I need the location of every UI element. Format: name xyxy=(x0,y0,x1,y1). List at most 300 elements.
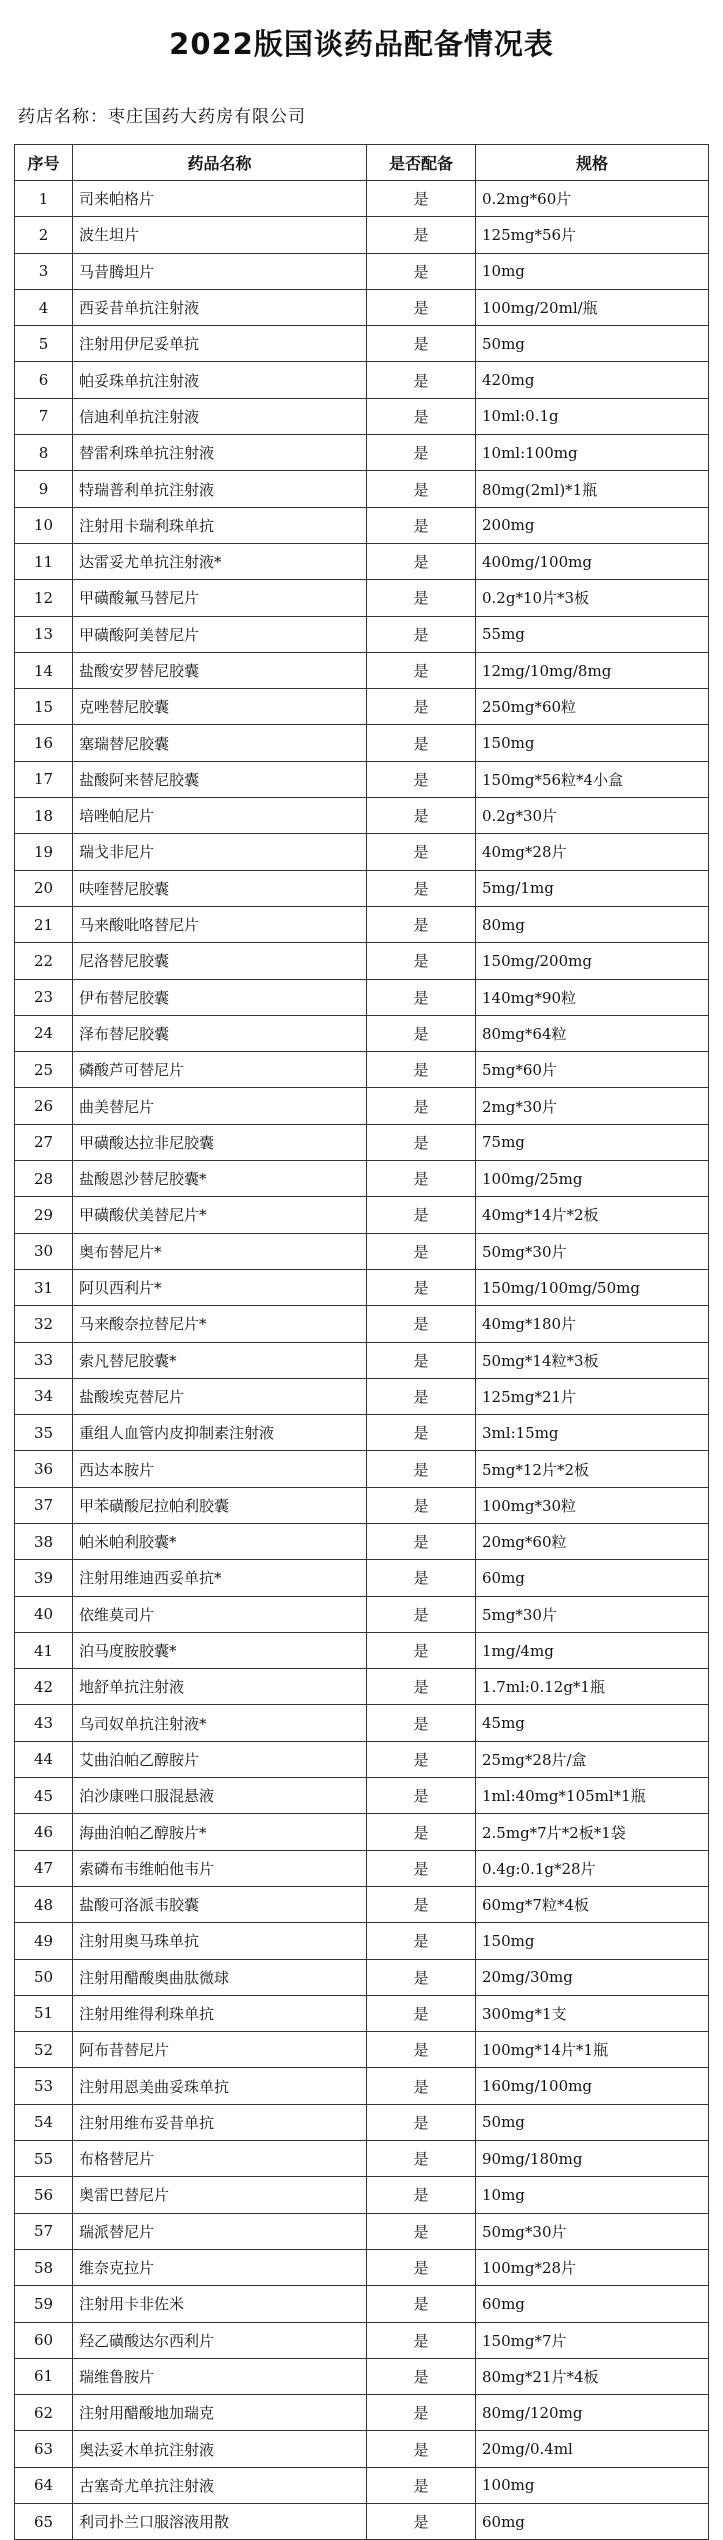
drug-spec: 100mg*30粒 xyxy=(476,1487,709,1523)
table-row xyxy=(15,1560,709,1596)
drug-name: 司来帕格片 xyxy=(73,181,367,217)
row-number: 11 xyxy=(15,543,73,579)
drug-spec: 20mg*60粒 xyxy=(476,1523,709,1559)
table-row xyxy=(15,398,709,434)
table-row xyxy=(15,2395,709,2431)
drug-name: 泊沙康唑口服混悬液 xyxy=(73,1778,367,1814)
row-number: 29 xyxy=(15,1197,73,1233)
row-number: 20 xyxy=(15,870,73,906)
table-row xyxy=(15,1342,709,1378)
drug-name: 阿贝西利片* xyxy=(73,1269,367,1305)
configured-status: 是 xyxy=(367,253,476,289)
drug-name: 塞瑞替尼胶囊 xyxy=(73,725,367,761)
row-number: 31 xyxy=(15,1269,73,1305)
drug-spec: 3ml:15mg xyxy=(476,1415,709,1451)
row-number: 46 xyxy=(15,1814,73,1850)
row-number: 15 xyxy=(15,689,73,725)
configured-status: 是 xyxy=(367,1923,476,1959)
drug-spec: 10ml:0.1g xyxy=(476,398,709,434)
table-row xyxy=(15,616,709,652)
table-row xyxy=(15,2104,709,2140)
drug-name: 索凡替尼胶囊* xyxy=(73,1342,367,1378)
drug-spec: 300mg*1支 xyxy=(476,1995,709,2031)
configured-status: 是 xyxy=(367,1378,476,1414)
drug-name: 甲磺酸氟马替尼片 xyxy=(73,580,367,616)
configured-status: 是 xyxy=(367,289,476,325)
configured-status: 是 xyxy=(367,1088,476,1124)
table-row xyxy=(15,1923,709,1959)
drug-spec: 50mg*30片 xyxy=(476,2213,709,2249)
table-row xyxy=(15,2286,709,2322)
table-row xyxy=(15,1415,709,1451)
configured-status: 是 xyxy=(367,217,476,253)
drug-name: 马来酸奈拉替尼片* xyxy=(73,1306,367,1342)
configured-status: 是 xyxy=(367,2104,476,2140)
drug-name: 注射用维迪西妥单抗* xyxy=(73,1560,367,1596)
drug-spec: 80mg xyxy=(476,906,709,942)
drug-spec: 160mg/100mg xyxy=(476,2068,709,2104)
configured-status: 是 xyxy=(367,435,476,471)
row-number: 14 xyxy=(15,652,73,688)
configured-status: 是 xyxy=(367,1669,476,1705)
table-row xyxy=(15,1814,709,1850)
drug-name: 注射用卡瑞利珠单抗 xyxy=(73,507,367,543)
drug-spec: 150mg xyxy=(476,1923,709,1959)
row-number: 48 xyxy=(15,1886,73,1922)
drug-name: 注射用醋酸奥曲肽微球 xyxy=(73,1959,367,1995)
configured-status: 是 xyxy=(367,181,476,217)
row-number: 12 xyxy=(15,580,73,616)
drug-spec: 140mg*90粒 xyxy=(476,979,709,1015)
drug-name: 甲磺酸阿美替尼片 xyxy=(73,616,367,652)
table-row xyxy=(15,652,709,688)
table-row xyxy=(15,507,709,543)
row-number: 35 xyxy=(15,1415,73,1451)
configured-status: 是 xyxy=(367,2504,476,2540)
table-row xyxy=(15,580,709,616)
drug-spec: 150mg*56粒*4小盒 xyxy=(476,761,709,797)
row-number: 41 xyxy=(15,1632,73,1668)
table-row xyxy=(15,289,709,325)
table-row xyxy=(15,1197,709,1233)
drug-name: 地舒单抗注射液 xyxy=(73,1669,367,1705)
drug-spec: 50mg xyxy=(476,2104,709,2140)
table-row xyxy=(15,2141,709,2177)
row-number: 5 xyxy=(15,326,73,362)
drug-spec: 100mg/20ml/瓶 xyxy=(476,289,709,325)
configured-status: 是 xyxy=(367,1233,476,1269)
drug-spec: 60mg xyxy=(476,2504,709,2540)
table-row xyxy=(15,1705,709,1741)
drug-spec: 1ml:40mg*105ml*1瓶 xyxy=(476,1778,709,1814)
row-number: 44 xyxy=(15,1741,73,1777)
table-row xyxy=(15,181,709,217)
configured-status: 是 xyxy=(367,1959,476,1995)
drug-spec: 150mg xyxy=(476,725,709,761)
drug-name: 羟乙磺酸达尔西利片 xyxy=(73,2322,367,2358)
drug-spec: 200mg xyxy=(476,507,709,543)
row-number: 57 xyxy=(15,2213,73,2249)
row-number: 4 xyxy=(15,289,73,325)
table-row xyxy=(15,761,709,797)
drug-name: 特瑞普利单抗注射液 xyxy=(73,471,367,507)
drug-name: 泽布替尼胶囊 xyxy=(73,1015,367,1051)
drug-spec: 60mg xyxy=(476,1560,709,1596)
table-row xyxy=(15,1886,709,1922)
drug-spec: 125mg*56片 xyxy=(476,217,709,253)
drug-name: 布格替尼片 xyxy=(73,2141,367,2177)
drug-spec: 80mg*21片*4板 xyxy=(476,2358,709,2394)
configured-status: 是 xyxy=(367,1814,476,1850)
row-number: 23 xyxy=(15,979,73,1015)
table-row xyxy=(15,2213,709,2249)
row-number: 3 xyxy=(15,253,73,289)
drug-name: 注射用伊尼妥单抗 xyxy=(73,326,367,362)
configured-status: 是 xyxy=(367,2358,476,2394)
row-number: 22 xyxy=(15,943,73,979)
drug-spec: 80mg/120mg xyxy=(476,2395,709,2431)
row-number: 36 xyxy=(15,1451,73,1487)
drug-spec: 420mg xyxy=(476,362,709,398)
table-row xyxy=(15,1995,709,2031)
table-row xyxy=(15,326,709,362)
configured-status: 是 xyxy=(367,870,476,906)
drug-spec: 10mg xyxy=(476,2177,709,2213)
drug-spec: 0.2mg*60片 xyxy=(476,181,709,217)
drug-name: 重组人血管内皮抑制素注射液 xyxy=(73,1415,367,1451)
configured-status: 是 xyxy=(367,943,476,979)
row-number: 25 xyxy=(15,1052,73,1088)
row-number: 33 xyxy=(15,1342,73,1378)
header-name: 药品名称 xyxy=(73,145,367,181)
drug-spec: 10ml:100mg xyxy=(476,435,709,471)
drug-name: 维奈克拉片 xyxy=(73,2249,367,2285)
drug-name: 瑞维鲁胺片 xyxy=(73,2358,367,2394)
configured-status: 是 xyxy=(367,2431,476,2467)
drug-name: 盐酸恩沙替尼胶囊* xyxy=(73,1161,367,1197)
drug-spec: 0.2g*10片*3板 xyxy=(476,580,709,616)
drug-name: 注射用维布妥昔单抗 xyxy=(73,2104,367,2140)
table-row xyxy=(15,1850,709,1886)
table-row xyxy=(15,2032,709,2068)
drug-spec: 0.2g*30片 xyxy=(476,798,709,834)
row-number: 54 xyxy=(15,2104,73,2140)
drug-spec: 400mg/100mg xyxy=(476,543,709,579)
drug-table xyxy=(14,144,709,2540)
row-number: 8 xyxy=(15,435,73,471)
drug-name: 利司扑兰口服溶液用散 xyxy=(73,2504,367,2540)
row-number: 30 xyxy=(15,1233,73,1269)
configured-status: 是 xyxy=(367,2395,476,2431)
row-number: 61 xyxy=(15,2358,73,2394)
row-number: 56 xyxy=(15,2177,73,2213)
configured-status: 是 xyxy=(367,725,476,761)
table-row xyxy=(15,543,709,579)
configured-status: 是 xyxy=(367,398,476,434)
drug-spec: 20mg/0.4ml xyxy=(476,2431,709,2467)
drug-name: 注射用奥马珠单抗 xyxy=(73,1923,367,1959)
table-row xyxy=(15,1632,709,1668)
table-row xyxy=(15,870,709,906)
table-row xyxy=(15,253,709,289)
table-row xyxy=(15,1741,709,1777)
configured-status: 是 xyxy=(367,1052,476,1088)
configured-status: 是 xyxy=(367,543,476,579)
configured-status: 是 xyxy=(367,1451,476,1487)
row-number: 49 xyxy=(15,1923,73,1959)
table-row xyxy=(15,1015,709,1051)
drug-name: 依维莫司片 xyxy=(73,1596,367,1632)
configured-status: 是 xyxy=(367,1306,476,1342)
header-no: 序号 xyxy=(15,145,73,181)
configured-status: 是 xyxy=(367,1632,476,1668)
configured-status: 是 xyxy=(367,326,476,362)
drug-spec: 100mg/25mg xyxy=(476,1161,709,1197)
table-row xyxy=(15,1052,709,1088)
row-number: 9 xyxy=(15,471,73,507)
table-row xyxy=(15,943,709,979)
row-number: 62 xyxy=(15,2395,73,2431)
row-number: 38 xyxy=(15,1523,73,1559)
header-spec: 规格 xyxy=(476,145,709,181)
table-row xyxy=(15,471,709,507)
drug-name: 甲磺酸伏美替尼片* xyxy=(73,1197,367,1233)
drug-spec: 90mg/180mg xyxy=(476,2141,709,2177)
drug-name: 乌司奴单抗注射液* xyxy=(73,1705,367,1741)
table-row xyxy=(15,2431,709,2467)
table-row xyxy=(15,2358,709,2394)
drug-name: 西达本胺片 xyxy=(73,1451,367,1487)
drug-name: 盐酸可洛派韦胶囊 xyxy=(73,1886,367,1922)
drug-name: 帕米帕利胶囊* xyxy=(73,1523,367,1559)
row-number: 2 xyxy=(15,217,73,253)
table-row xyxy=(15,1669,709,1705)
table-row xyxy=(15,1161,709,1197)
configured-status: 是 xyxy=(367,2286,476,2322)
drug-name: 奥法妥木单抗注射液 xyxy=(73,2431,367,2467)
configured-status: 是 xyxy=(367,1415,476,1451)
drug-spec: 40mg*14片*2板 xyxy=(476,1197,709,1233)
drug-name: 瑞戈非尼片 xyxy=(73,834,367,870)
configured-status: 是 xyxy=(367,580,476,616)
table-row xyxy=(15,217,709,253)
configured-status: 是 xyxy=(367,1269,476,1305)
row-number: 34 xyxy=(15,1378,73,1414)
drug-spec: 100mg xyxy=(476,2467,709,2503)
table-row xyxy=(15,1487,709,1523)
configured-status: 是 xyxy=(367,1161,476,1197)
drug-name: 伊布替尼胶囊 xyxy=(73,979,367,1015)
drug-name: 马昔腾坦片 xyxy=(73,253,367,289)
row-number: 42 xyxy=(15,1669,73,1705)
table-row xyxy=(15,725,709,761)
table-row xyxy=(15,1451,709,1487)
table-row xyxy=(15,1124,709,1160)
row-number: 24 xyxy=(15,1015,73,1051)
table-row xyxy=(15,2177,709,2213)
drug-spec: 80mg*64粒 xyxy=(476,1015,709,1051)
drug-spec: 20mg/30mg xyxy=(476,1959,709,1995)
drug-spec: 60mg*7粒*4板 xyxy=(476,1886,709,1922)
drug-spec: 5mg*60片 xyxy=(476,1052,709,1088)
drug-name: 艾曲泊帕乙醇胺片 xyxy=(73,1741,367,1777)
configured-status: 是 xyxy=(367,1778,476,1814)
drug-spec: 2mg*30片 xyxy=(476,1088,709,1124)
drug-spec: 1mg/4mg xyxy=(476,1632,709,1668)
drug-name: 瑞派替尼片 xyxy=(73,2213,367,2249)
drug-name: 注射用维得利珠单抗 xyxy=(73,1995,367,2031)
table-row xyxy=(15,2322,709,2358)
configured-status: 是 xyxy=(367,2177,476,2213)
row-number: 52 xyxy=(15,2032,73,2068)
configured-status: 是 xyxy=(367,1560,476,1596)
drug-spec: 2.5mg*7片*2板*1袋 xyxy=(476,1814,709,1850)
table-row xyxy=(15,1778,709,1814)
drug-spec: 5mg/1mg xyxy=(476,870,709,906)
row-number: 40 xyxy=(15,1596,73,1632)
drug-name: 奥雷巴替尼片 xyxy=(73,2177,367,2213)
configured-status: 是 xyxy=(367,1523,476,1559)
drug-spec: 5mg*12片*2板 xyxy=(476,1451,709,1487)
drug-name: 克唑替尼胶囊 xyxy=(73,689,367,725)
drug-name: 信迪利单抗注射液 xyxy=(73,398,367,434)
header-row xyxy=(15,145,709,181)
table-row xyxy=(15,979,709,1015)
configured-status: 是 xyxy=(367,616,476,652)
row-number: 7 xyxy=(15,398,73,434)
configured-status: 是 xyxy=(367,2141,476,2177)
configured-status: 是 xyxy=(367,2249,476,2285)
drug-name: 盐酸阿来替尼胶囊 xyxy=(73,761,367,797)
drug-spec: 25mg*28片/盒 xyxy=(476,1741,709,1777)
configured-status: 是 xyxy=(367,2322,476,2358)
drug-name: 索磷布韦维帕他韦片 xyxy=(73,1850,367,1886)
drug-name: 注射用恩美曲妥珠单抗 xyxy=(73,2068,367,2104)
configured-status: 是 xyxy=(367,1741,476,1777)
configured-status: 是 xyxy=(367,1342,476,1378)
row-number: 18 xyxy=(15,798,73,834)
row-number: 64 xyxy=(15,2467,73,2503)
row-number: 39 xyxy=(15,1560,73,1596)
drug-spec: 80mg(2ml)*1瓶 xyxy=(476,471,709,507)
configured-status: 是 xyxy=(367,834,476,870)
table-row xyxy=(15,2467,709,2503)
pharmacy-name: 药店名称：枣庄国药大药房有限公司 xyxy=(18,107,306,127)
configured-status: 是 xyxy=(367,1124,476,1160)
drug-name: 尼洛替尼胶囊 xyxy=(73,943,367,979)
drug-spec: 5mg*30片 xyxy=(476,1596,709,1632)
drug-name: 替雷利珠单抗注射液 xyxy=(73,435,367,471)
configured-status: 是 xyxy=(367,1850,476,1886)
drug-name: 盐酸埃克替尼片 xyxy=(73,1378,367,1414)
configured-status: 是 xyxy=(367,1015,476,1051)
drug-spec: 12mg/10mg/8mg xyxy=(476,652,709,688)
drug-spec: 40mg*28片 xyxy=(476,834,709,870)
table-row xyxy=(15,1306,709,1342)
configured-status: 是 xyxy=(367,652,476,688)
drug-spec: 150mg*7片 xyxy=(476,2322,709,2358)
table-row xyxy=(15,1088,709,1124)
drug-spec: 75mg xyxy=(476,1124,709,1160)
drug-name: 泊马度胺胶囊* xyxy=(73,1632,367,1668)
row-number: 28 xyxy=(15,1161,73,1197)
row-number: 6 xyxy=(15,362,73,398)
row-number: 27 xyxy=(15,1124,73,1160)
drug-spec: 100mg*14片*1瓶 xyxy=(476,2032,709,2068)
drug-name: 曲美替尼片 xyxy=(73,1088,367,1124)
configured-status: 是 xyxy=(367,471,476,507)
configured-status: 是 xyxy=(367,1705,476,1741)
configured-status: 是 xyxy=(367,761,476,797)
drug-name: 注射用卡非佐米 xyxy=(73,2286,367,2322)
configured-status: 是 xyxy=(367,362,476,398)
configured-status: 是 xyxy=(367,2068,476,2104)
drug-spec: 45mg xyxy=(476,1705,709,1741)
row-number: 1 xyxy=(15,181,73,217)
configured-status: 是 xyxy=(367,2032,476,2068)
drug-name: 海曲泊帕乙醇胺片* xyxy=(73,1814,367,1850)
table-row xyxy=(15,906,709,942)
drug-spec: 1.7ml:0.12g*1瓶 xyxy=(476,1669,709,1705)
drug-spec: 10mg xyxy=(476,253,709,289)
drug-spec: 40mg*180片 xyxy=(476,1306,709,1342)
drug-spec: 250mg*60粒 xyxy=(476,689,709,725)
drug-name: 马来酸吡咯替尼片 xyxy=(73,906,367,942)
table-row xyxy=(15,1233,709,1269)
table-row xyxy=(15,2068,709,2104)
drug-name: 帕妥珠单抗注射液 xyxy=(73,362,367,398)
row-number: 17 xyxy=(15,761,73,797)
row-number: 32 xyxy=(15,1306,73,1342)
drug-name: 奥布替尼片* xyxy=(73,1233,367,1269)
row-number: 60 xyxy=(15,2322,73,2358)
table-row xyxy=(15,362,709,398)
drug-name: 古塞奇尤单抗注射液 xyxy=(73,2467,367,2503)
row-number: 37 xyxy=(15,1487,73,1523)
row-number: 13 xyxy=(15,616,73,652)
drug-name: 磷酸芦可替尼片 xyxy=(73,1052,367,1088)
table-row xyxy=(15,689,709,725)
drug-spec: 125mg*21片 xyxy=(476,1378,709,1414)
table-row xyxy=(15,1378,709,1414)
drug-name: 达雷妥尤单抗注射液* xyxy=(73,543,367,579)
row-number: 45 xyxy=(15,1778,73,1814)
drug-name: 甲磺酸达拉非尼胶囊 xyxy=(73,1124,367,1160)
drug-spec: 55mg xyxy=(476,616,709,652)
drug-spec: 50mg xyxy=(476,326,709,362)
table-row xyxy=(15,798,709,834)
configured-status: 是 xyxy=(367,798,476,834)
drug-spec: 150mg/200mg xyxy=(476,943,709,979)
configured-status: 是 xyxy=(367,689,476,725)
configured-status: 是 xyxy=(367,1995,476,2031)
drug-name: 甲苯磺酸尼拉帕利胶囊 xyxy=(73,1487,367,1523)
row-number: 47 xyxy=(15,1850,73,1886)
row-number: 53 xyxy=(15,2068,73,2104)
row-number: 10 xyxy=(15,507,73,543)
row-number: 50 xyxy=(15,1959,73,1995)
configured-status: 是 xyxy=(367,1886,476,1922)
drug-spec: 60mg xyxy=(476,2286,709,2322)
table-body xyxy=(15,181,709,2540)
row-number: 21 xyxy=(15,906,73,942)
drug-name: 波生坦片 xyxy=(73,217,367,253)
table-row xyxy=(15,1269,709,1305)
page-title: 2022版国谈药品配备情况表 xyxy=(169,27,554,61)
configured-status: 是 xyxy=(367,1197,476,1233)
drug-spec: 50mg*30片 xyxy=(476,1233,709,1269)
table-row xyxy=(15,1596,709,1632)
